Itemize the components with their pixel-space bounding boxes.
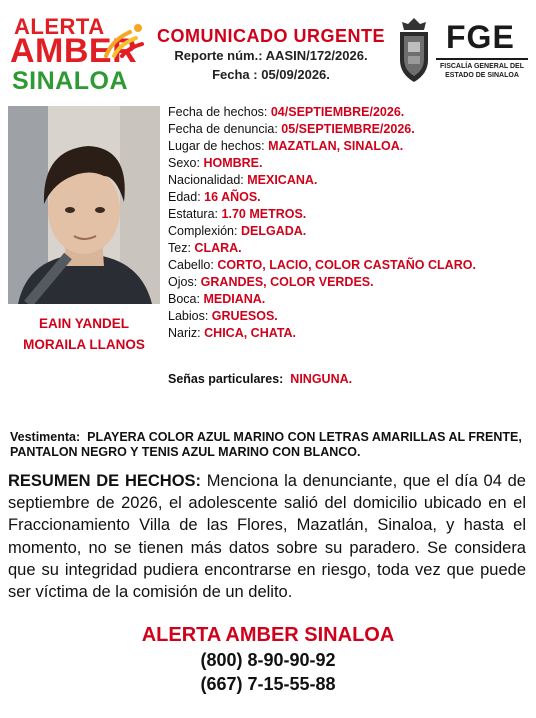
detail-label: Boca: bbox=[168, 292, 200, 306]
detail-label: Edad: bbox=[168, 190, 201, 204]
bulletin-title: COMUNICADO URGENTE bbox=[157, 26, 385, 46]
alerta-amber-logo bbox=[10, 12, 142, 95]
detail-row bbox=[168, 155, 528, 172]
footer-contact bbox=[0, 622, 536, 696]
detail-value: HOMBRE. bbox=[203, 156, 263, 170]
detail-row bbox=[168, 274, 528, 291]
missing-person-photo bbox=[8, 106, 160, 304]
fge-full-name: FISCALÍA GENERAL DEL ESTADO DE SINALOA bbox=[439, 63, 524, 79]
detail-row bbox=[168, 223, 528, 240]
detail-value: 16 AÑOS. bbox=[204, 190, 261, 204]
clothing-value: PLAYERA COLOR AZUL MARINO CON LETRAS AMARILLAS AL FRENTE, PANTALON NEGRO Y TENIS AZUL MARINO CON BLANCO. bbox=[10, 430, 522, 459]
detail-row bbox=[168, 104, 528, 121]
detail-label: Sexo: bbox=[168, 156, 200, 170]
person-name: EAIN YANDEL MORAILA LLANOS bbox=[23, 316, 145, 352]
detail-value: GRANDES, COLOR VERDES. bbox=[200, 275, 374, 289]
logo-line-amber: AMBER bbox=[10, 32, 138, 70]
logo-line-alerta: ALERTA bbox=[14, 14, 105, 39]
detail-label: Fecha de denuncia: bbox=[168, 122, 278, 136]
person-details bbox=[168, 104, 528, 342]
logo-line-sinaloa: SINALOA bbox=[12, 67, 128, 95]
detail-label: Lugar de hechos: bbox=[168, 139, 265, 153]
person-portrait-icon bbox=[8, 106, 160, 304]
distinguishing-marks-label: Señas particulares: bbox=[168, 372, 284, 386]
facts-summary bbox=[8, 470, 526, 603]
detail-label: Ojos: bbox=[168, 275, 198, 289]
bulletin-date: Fecha : 05/09/2026. bbox=[212, 67, 330, 82]
facts-summary-text: Menciona la denunciante, que el día 04 de septiembre de 2026, el adolescente salió del domicilio ubicado en el Fraccionamiento Villa de las Flores, Mazatlán, Sinaloa, y hasta el momento, no se tienen más datos sobre su paradero. Se considera que su integridad pudiera encontrarse en riesgo, toda vez que puede ser víctima de la comisión de un delito. bbox=[8, 472, 526, 602]
state-seal-icon bbox=[396, 16, 432, 84]
fge-acronym: FGE bbox=[446, 19, 515, 55]
header-center bbox=[150, 26, 392, 84]
phone-number-1[interactable]: (800) 8-90-90-92 bbox=[200, 650, 336, 670]
footer-title: ALERTA AMBER SINALOA bbox=[141, 624, 395, 646]
detail-label: Tez: bbox=[168, 241, 191, 255]
detail-row bbox=[168, 291, 528, 308]
detail-value: 1.70 METROS. bbox=[221, 207, 307, 221]
detail-label: Nacionalidad: bbox=[168, 173, 244, 187]
detail-value: 05/SEPTIEMBRE/2026. bbox=[281, 122, 415, 136]
detail-label: Fecha de hechos: bbox=[168, 105, 268, 119]
facts-summary-label: RESUMEN DE HECHOS: bbox=[8, 472, 202, 490]
detail-row bbox=[168, 325, 528, 342]
detail-value: CHICA, CHATA. bbox=[204, 326, 297, 340]
detail-value: MAZATLAN, SINALOA. bbox=[268, 139, 404, 153]
fge-logo bbox=[436, 16, 528, 84]
detail-label: Estatura: bbox=[168, 207, 219, 221]
detail-row bbox=[168, 240, 528, 257]
detail-value: MEDIANA. bbox=[203, 292, 266, 306]
clothing-description bbox=[10, 430, 526, 460]
clothing-label: Vestimenta: bbox=[10, 430, 81, 444]
detail-row bbox=[168, 308, 528, 325]
detail-label: Cabello: bbox=[168, 258, 214, 272]
detail-row bbox=[168, 138, 528, 155]
detail-label: Labios: bbox=[168, 309, 209, 323]
detail-value: DELGADA. bbox=[240, 224, 307, 238]
detail-row bbox=[168, 206, 528, 223]
phone-number-2[interactable]: (667) 7-15-55-88 bbox=[200, 674, 336, 694]
fge-divider bbox=[436, 58, 528, 60]
broadcast-signal-icon bbox=[102, 22, 146, 58]
detail-value: MEXICANA. bbox=[247, 173, 318, 187]
detail-value: CORTO, LACIO, COLOR CASTAÑO CLARO. bbox=[217, 258, 476, 272]
distinguishing-marks-value: NINGUNA. bbox=[290, 372, 353, 386]
report-number: Reporte núm.: AASIN/172/2026. bbox=[174, 48, 368, 63]
detail-row bbox=[168, 172, 528, 189]
detail-value: CLARA. bbox=[194, 241, 242, 255]
detail-label: Nariz: bbox=[168, 326, 201, 340]
detail-value: 04/SEPTIEMBRE/2026. bbox=[270, 105, 405, 119]
detail-row bbox=[168, 189, 528, 206]
detail-value: GRUESOS. bbox=[211, 309, 278, 323]
detail-row bbox=[168, 121, 528, 138]
distinguishing-marks bbox=[168, 372, 352, 386]
detail-label: Complexión: bbox=[168, 224, 238, 238]
detail-row bbox=[168, 257, 528, 274]
